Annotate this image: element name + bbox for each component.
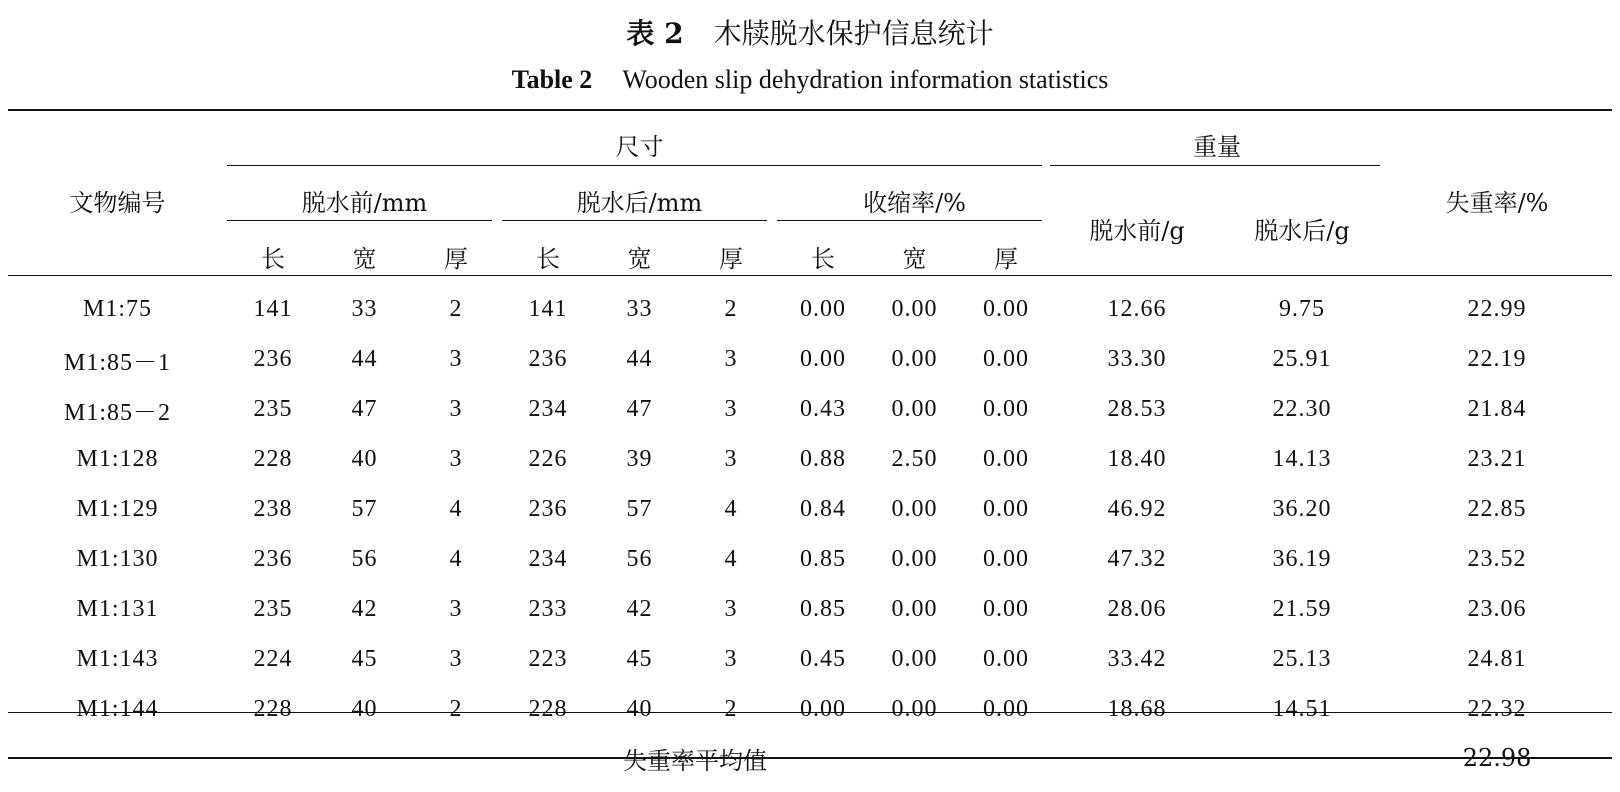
cell-before-wid: 56 xyxy=(351,545,378,572)
average-value: 22.98 xyxy=(1462,744,1532,772)
cell-after-wid: 47 xyxy=(626,395,653,422)
cell-shrink-len: 0.45 xyxy=(800,645,846,672)
cell-before-thk: 3 xyxy=(449,395,463,422)
cell-shrink-len: 0.00 xyxy=(800,695,846,722)
col-header-loss-rate: 失重率/% xyxy=(1445,188,1549,217)
header-row-1 xyxy=(8,116,1612,172)
cell-before-thk: 2 xyxy=(449,295,463,322)
data-table xyxy=(8,116,1612,782)
col-header-after-mm: 脱水后/mm xyxy=(576,188,703,217)
cell-weight-after: 25.13 xyxy=(1272,645,1332,672)
cell-shrink-thk: 0.00 xyxy=(983,495,1030,522)
table-number-en: Table 2 xyxy=(511,65,593,94)
cell-before-wid: 40 xyxy=(351,445,378,472)
table-number-cn: 表 2 xyxy=(626,17,684,50)
cell-after-len: 236 xyxy=(528,495,568,522)
cell-id: M1:144 xyxy=(76,695,159,722)
cell-before-wid: 44 xyxy=(351,345,378,372)
cell-after-thk: 2 xyxy=(724,695,738,722)
cell-before-len: 228 xyxy=(253,445,293,472)
cell-before-wid: 33 xyxy=(351,295,378,322)
col-header-wid: 宽 xyxy=(352,244,377,273)
cell-before-len: 238 xyxy=(253,495,293,522)
cell-weight-after: 25.91 xyxy=(1272,345,1332,372)
col-header-before-mm: 脱水前/mm xyxy=(301,188,428,217)
cell-shrink-wid: 0.00 xyxy=(891,345,938,372)
cell-loss-rate: 23.21 xyxy=(1467,445,1527,472)
col-header-size: 尺寸 xyxy=(615,132,664,161)
cell-loss-rate: 22.85 xyxy=(1467,495,1527,522)
table-row xyxy=(8,334,1612,384)
cell-shrink-wid: 2.50 xyxy=(891,445,938,472)
cell-after-wid: 57 xyxy=(626,495,653,522)
cell-after-thk: 4 xyxy=(724,545,738,572)
col-header-len: 长 xyxy=(811,244,835,273)
cell-before-len: 235 xyxy=(253,595,293,622)
cell-weight-before: 28.53 xyxy=(1107,395,1167,422)
cell-after-len: 234 xyxy=(528,545,568,572)
col-header-wid: 宽 xyxy=(902,244,927,273)
table-row xyxy=(8,584,1612,634)
cell-before-thk: 2 xyxy=(449,695,463,722)
cell-after-thk: 4 xyxy=(724,495,738,522)
top-rule xyxy=(8,109,1612,111)
cell-weight-after: 22.30 xyxy=(1272,395,1332,422)
cell-after-wid: 33 xyxy=(626,295,653,322)
cell-shrink-thk: 0.00 xyxy=(983,345,1030,372)
col-header-weight: 重量 xyxy=(1193,132,1242,161)
cell-weight-after: 14.51 xyxy=(1272,695,1332,722)
cell-before-wid: 47 xyxy=(351,395,378,422)
cell-after-wid: 44 xyxy=(626,345,653,372)
table-caption-en: Wooden slip dehydration information statistics xyxy=(622,65,1109,94)
cell-before-thk: 4 xyxy=(449,545,463,572)
cell-shrink-thk: 0.00 xyxy=(983,595,1030,622)
col-header-thk: 厚 xyxy=(719,244,743,273)
cell-weight-before: 28.06 xyxy=(1107,595,1167,622)
cell-before-len: 224 xyxy=(253,645,293,672)
cell-id: M1:129 xyxy=(76,495,159,522)
cell-shrink-thk: 0.00 xyxy=(983,695,1030,722)
cell-after-len: 228 xyxy=(528,695,568,722)
cell-loss-rate: 23.52 xyxy=(1467,545,1527,572)
cell-before-wid: 42 xyxy=(351,595,378,622)
cell-after-thk: 2 xyxy=(724,295,738,322)
cell-id: M1:128 xyxy=(76,445,159,472)
cell-shrink-len: 0.85 xyxy=(800,545,846,572)
cell-id: M1:143 xyxy=(76,645,159,672)
cell-before-thk: 4 xyxy=(449,495,463,522)
cell-shrink-wid: 0.00 xyxy=(891,395,938,422)
cell-before-thk: 3 xyxy=(449,645,463,672)
cell-before-len: 141 xyxy=(253,295,293,322)
cell-shrink-wid: 0.00 xyxy=(891,295,938,322)
cell-shrink-wid: 0.00 xyxy=(891,545,938,572)
cell-weight-before: 33.42 xyxy=(1107,645,1167,672)
cell-before-thk: 3 xyxy=(449,345,463,372)
table-title-en xyxy=(0,62,1620,98)
cell-after-thk: 3 xyxy=(724,395,738,422)
cell-id: M1:85－2 xyxy=(63,399,171,426)
col-header-wid: 宽 xyxy=(627,244,652,273)
cell-shrink-len: 0.00 xyxy=(800,345,846,372)
cell-after-thk: 3 xyxy=(724,645,738,672)
cell-shrink-thk: 0.00 xyxy=(983,395,1030,422)
col-header-shrink: 收缩率/% xyxy=(863,188,966,217)
cell-shrink-len: 0.88 xyxy=(800,445,846,472)
table-row xyxy=(8,284,1612,334)
cell-id: M1:75 xyxy=(82,295,152,322)
cell-weight-before: 12.66 xyxy=(1107,295,1167,322)
cell-after-wid: 42 xyxy=(626,595,653,622)
cell-shrink-thk: 0.00 xyxy=(983,445,1030,472)
table-row xyxy=(8,634,1612,684)
cell-before-len: 236 xyxy=(253,345,293,372)
cell-after-len: 234 xyxy=(528,395,568,422)
cell-loss-rate: 22.32 xyxy=(1467,695,1527,722)
cell-loss-rate: 21.84 xyxy=(1467,395,1527,422)
average-label: 失重率平均值 xyxy=(623,746,768,775)
cell-shrink-len: 0.43 xyxy=(800,395,846,422)
col-header-len: 长 xyxy=(536,244,560,273)
cell-shrink-len: 0.85 xyxy=(800,595,846,622)
cell-after-wid: 45 xyxy=(626,645,653,672)
cell-shrink-thk: 0.00 xyxy=(983,545,1030,572)
cell-before-wid: 40 xyxy=(351,695,378,722)
cell-shrink-wid: 0.00 xyxy=(891,695,938,722)
cell-loss-rate: 22.19 xyxy=(1467,345,1527,372)
col-header-id: 文物编号 xyxy=(69,188,166,217)
cell-after-len: 141 xyxy=(528,295,568,322)
cell-weight-after: 9.75 xyxy=(1279,295,1326,322)
cell-before-thk: 3 xyxy=(449,445,463,472)
cell-after-wid: 40 xyxy=(626,695,653,722)
cell-loss-rate: 22.99 xyxy=(1467,295,1527,322)
cell-before-len: 236 xyxy=(253,545,293,572)
cell-before-wid: 57 xyxy=(351,495,378,522)
table-caption-cn: 木牍脱水保护信息统计 xyxy=(713,17,994,50)
header-row-2 xyxy=(8,172,1612,228)
cell-weight-before: 33.30 xyxy=(1107,345,1167,372)
cell-weight-before: 18.40 xyxy=(1107,445,1167,472)
cell-after-len: 223 xyxy=(528,645,568,672)
cell-weight-after: 21.59 xyxy=(1272,595,1332,622)
cell-weight-after: 36.20 xyxy=(1272,495,1332,522)
cell-weight-before: 47.32 xyxy=(1107,545,1167,572)
cell-weight-before: 18.68 xyxy=(1107,695,1167,722)
table-row xyxy=(8,434,1612,484)
table-row xyxy=(8,384,1612,434)
cell-after-thk: 3 xyxy=(724,345,738,372)
col-header-len: 长 xyxy=(261,244,285,273)
cell-after-thk: 3 xyxy=(724,595,738,622)
cell-before-thk: 3 xyxy=(449,595,463,622)
cell-shrink-wid: 0.00 xyxy=(891,595,938,622)
cell-before-len: 235 xyxy=(253,395,293,422)
cell-shrink-wid: 0.00 xyxy=(891,645,938,672)
cell-before-len: 228 xyxy=(253,695,293,722)
table-row xyxy=(8,484,1612,534)
cell-weight-after: 14.13 xyxy=(1272,445,1332,472)
cell-after-len: 233 xyxy=(528,595,568,622)
cell-id: M1:130 xyxy=(76,545,159,572)
cell-after-thk: 3 xyxy=(724,445,738,472)
cell-loss-rate: 23.06 xyxy=(1467,595,1527,622)
cell-id: M1:85－1 xyxy=(63,349,171,376)
cell-weight-after: 36.19 xyxy=(1272,545,1332,572)
cell-shrink-wid: 0.00 xyxy=(891,495,938,522)
col-header-after-g: 脱水后/g xyxy=(1254,216,1350,245)
table-body xyxy=(8,284,1612,734)
cell-shrink-thk: 0.00 xyxy=(983,295,1030,322)
footer-row xyxy=(8,734,1612,782)
table-row xyxy=(8,534,1612,584)
cell-shrink-len: 0.00 xyxy=(800,295,846,322)
cell-before-wid: 45 xyxy=(351,645,378,672)
cell-after-len: 226 xyxy=(528,445,568,472)
cell-loss-rate: 24.81 xyxy=(1467,645,1527,672)
col-header-before-g: 脱水前/g xyxy=(1089,216,1185,245)
cell-weight-before: 46.92 xyxy=(1107,495,1167,522)
cell-shrink-thk: 0.00 xyxy=(983,645,1030,672)
cell-shrink-len: 0.84 xyxy=(800,495,846,522)
table-title-cn xyxy=(0,14,1620,54)
cell-after-wid: 56 xyxy=(626,545,653,572)
col-header-thk: 厚 xyxy=(444,244,468,273)
table-row xyxy=(8,684,1612,734)
col-header-thk: 厚 xyxy=(994,244,1019,273)
cell-after-len: 236 xyxy=(528,345,568,372)
cell-after-wid: 39 xyxy=(626,445,653,472)
cell-id: M1:131 xyxy=(76,595,159,622)
